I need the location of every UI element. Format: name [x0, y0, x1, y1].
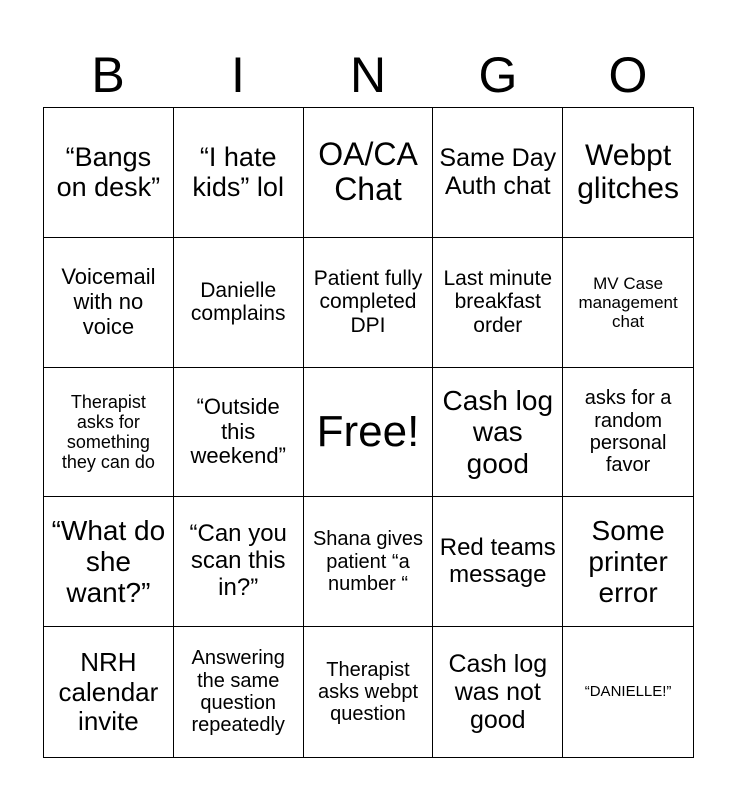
bingo-cell[interactable] — [304, 627, 434, 757]
bingo-cell[interactable] — [174, 238, 304, 368]
bingo-cell[interactable] — [44, 497, 174, 627]
bingo-cell-text: Webpt glitches — [577, 138, 679, 206]
bingo-cell-text: MV Case management chat — [578, 273, 678, 331]
bingo-board — [43, 107, 694, 758]
bingo-cell[interactable] — [563, 497, 693, 627]
bingo-cell[interactable] — [44, 627, 174, 757]
header-letter-g: G — [478, 47, 518, 103]
free-space-text: Free! — [316, 407, 420, 457]
header-letter-n: N — [349, 47, 387, 103]
bingo-cell-text: Therapist asks for something they can do — [61, 391, 155, 473]
bingo-cell-text: Patient fully completed DPI — [313, 266, 423, 337]
bingo-cell[interactable] — [433, 108, 563, 238]
bingo-cell-text: Same Day Auth chat — [439, 144, 557, 201]
bingo-cell[interactable] — [174, 627, 304, 757]
bingo-cell-text: NRH calendar invite — [58, 647, 159, 736]
bingo-cell-text: Cash log was good — [442, 384, 554, 479]
bingo-cell[interactable] — [174, 108, 304, 238]
bingo-cell-text: Voicemail with no voice — [61, 264, 156, 339]
bingo-cell-text: “What do she want?” — [51, 514, 166, 609]
bingo-cell[interactable] — [563, 627, 693, 757]
bingo-cell-text: Answering the same question repeatedly — [191, 647, 285, 737]
bingo-cell-text: Last minute breakfast order — [443, 266, 553, 337]
free-space-cell[interactable] — [304, 368, 434, 498]
bingo-cell[interactable] — [563, 368, 693, 498]
header-letter-i: I — [231, 47, 245, 103]
bingo-cell[interactable] — [304, 238, 434, 368]
bingo-cell[interactable] — [44, 238, 174, 368]
bingo-cell-text: Some printer error — [588, 514, 668, 609]
bingo-cell-text: asks for a random personal favor — [584, 387, 672, 477]
bingo-cell[interactable] — [563, 108, 693, 238]
bingo-cell-text: OA/CA Chat — [318, 135, 418, 208]
bingo-cell-text: “DANIELLE!” — [584, 682, 672, 700]
bingo-cell-text: “Outside this weekend” — [190, 394, 286, 469]
bingo-cell[interactable] — [433, 368, 563, 498]
bingo-cell-text: “I hate kids” lol — [192, 142, 284, 203]
header-letter-o: O — [608, 47, 648, 103]
bingo-cell-text: Red teams message — [439, 533, 556, 588]
bingo-cell[interactable] — [304, 497, 434, 627]
bingo-cell-text: Shana gives patient “a number “ — [312, 528, 424, 595]
bingo-cell[interactable] — [44, 108, 174, 238]
bingo-header — [43, 44, 693, 106]
bingo-cell[interactable] — [563, 238, 693, 368]
bingo-cell[interactable] — [304, 108, 434, 238]
header-letter-b: B — [91, 47, 125, 103]
bingo-cell[interactable] — [433, 627, 563, 757]
bingo-cell[interactable] — [433, 497, 563, 627]
bingo-cell-text: Danielle complains — [190, 278, 286, 326]
bingo-cell[interactable] — [44, 368, 174, 498]
bingo-cell[interactable] — [433, 238, 563, 368]
bingo-cell-text: “Can you scan this in?” — [189, 520, 287, 602]
bingo-cell-text: “Bangs on desk” — [56, 142, 161, 203]
bingo-cell[interactable] — [174, 368, 304, 498]
bingo-cell[interactable] — [174, 497, 304, 627]
bingo-cell-text: Therapist asks webpt question — [317, 658, 419, 726]
bingo-cell-text: Cash log was not good — [448, 650, 548, 735]
